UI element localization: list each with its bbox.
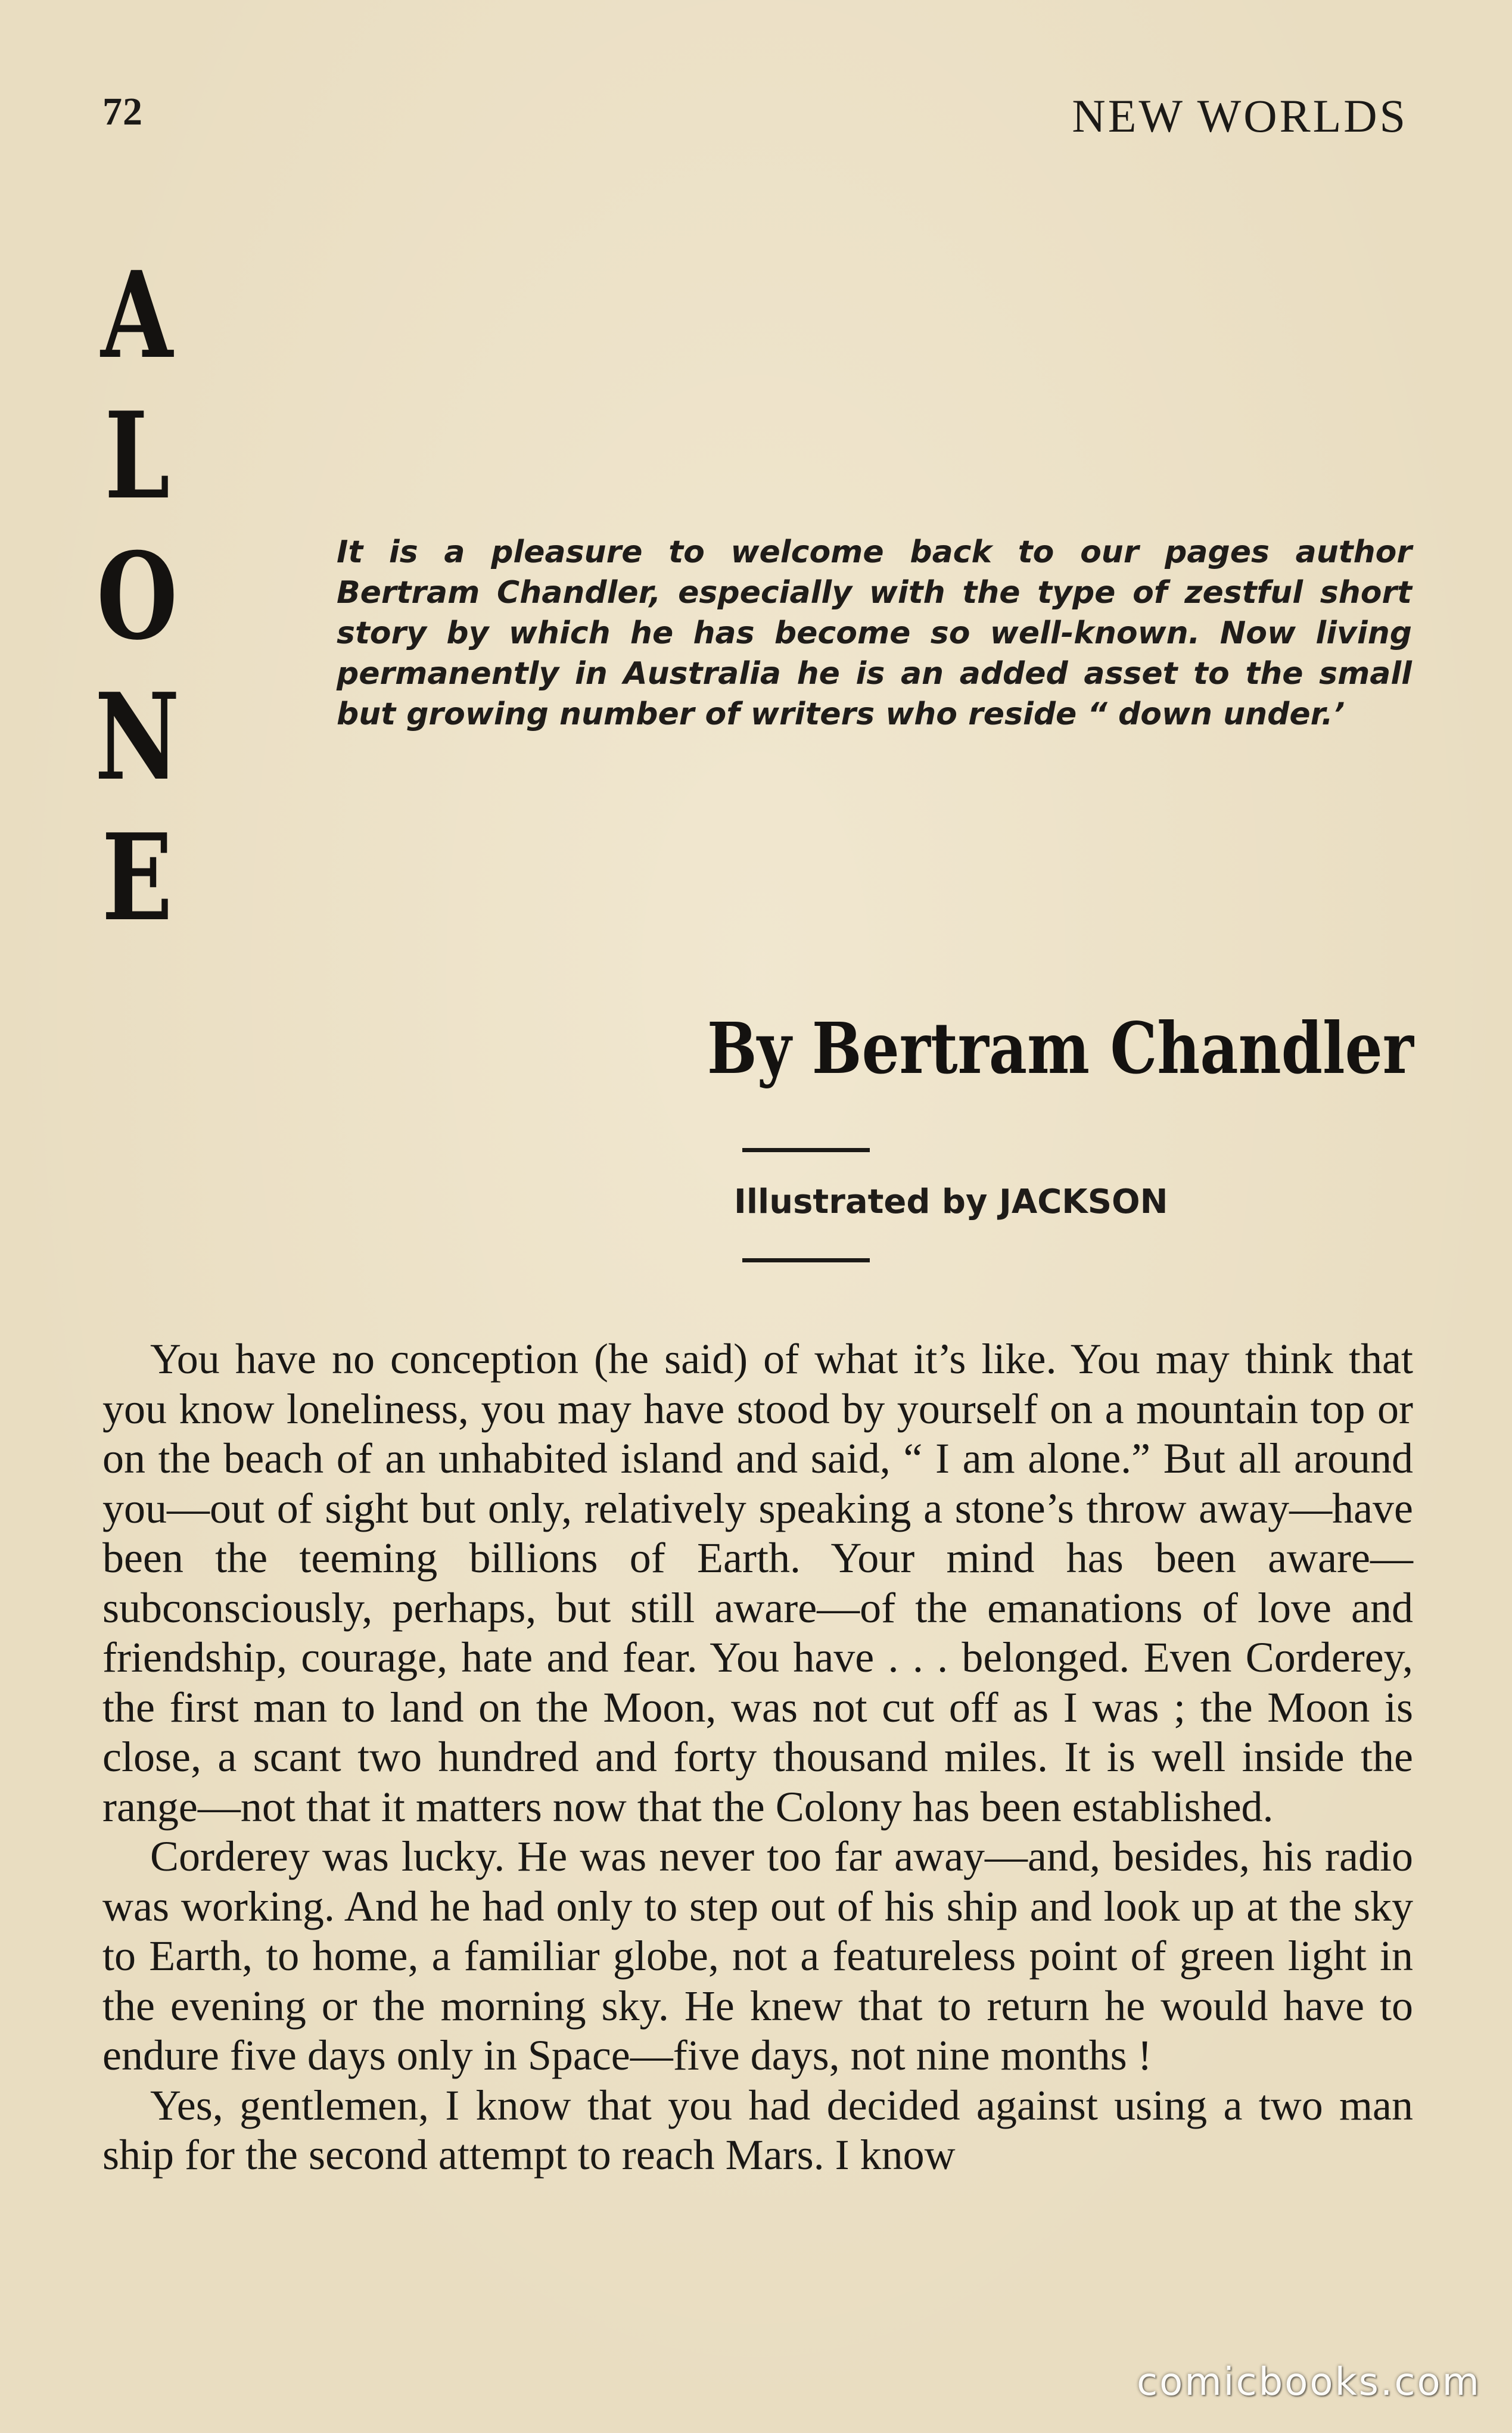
byline: By Bertram Chandler: [707, 1007, 1414, 1090]
watermark: comicbooks.com: [1136, 2360, 1481, 2404]
illustrator-credit: Illustrated by JACKSON: [734, 1183, 1168, 1221]
title-letter: A: [101, 245, 173, 385]
divider-rule: [742, 1148, 870, 1152]
body-paragraph: Corderey was lucky. He was never too far away—and, besides, his radio was working. And he had only to step out of his ship and look up at the sky to Earth, to home, a familiar globe, not a featureless point of green light in the evening or the morning sky. He knew that to return he would have to endure five days only in Space—five days, not nine months !: [102, 1832, 1413, 2079]
body-paragraph: Yes, gentlemen, I know that you had decided against using a two man ship for the second attempt to reach Mars. I know: [102, 2081, 1413, 2179]
body-paragraph: You have no conception (he said) of what it’s like. You may think that you know loneliness, you may have stood by yourself on a mountain top or on the beach of an unhabited island and said, “ I am alone.” But all around you—out of sight but only, relatively speaking a stone’s throw away—have been the teeming billions of Earth. Your mind has been aware—subconsciously, perhaps, but still aware—of the emanations of love and friendship, courage, hate and fear. You have . . . belonged. Even Corderey, the first man to land on the Moon, was not cut off as I was ; the Moon is close, a scant two hundred and forty thousand miles. It is well inside the range—not that it matters now that the Colony has been established.: [102, 1335, 1413, 1831]
story-body: [102, 1334, 1413, 2180]
page-number: 72: [102, 90, 143, 133]
editorial-intro: It is a pleasure to welcome back to our pages author Bertram Chandler, especially with the type of zestful short story by which he has become so well-known. Now living permanently in Australia he is an added asset to the small but growing number of writers who reside “ down under.’: [337, 534, 1412, 732]
divider-rule: [742, 1258, 870, 1262]
running-head: NEW WORLDS: [1072, 90, 1408, 142]
story-title: [89, 245, 185, 959]
title-letter: E: [101, 808, 173, 948]
title-letter: O: [97, 527, 178, 667]
title-letter: L: [104, 386, 170, 526]
title-letter: N: [94, 667, 180, 807]
